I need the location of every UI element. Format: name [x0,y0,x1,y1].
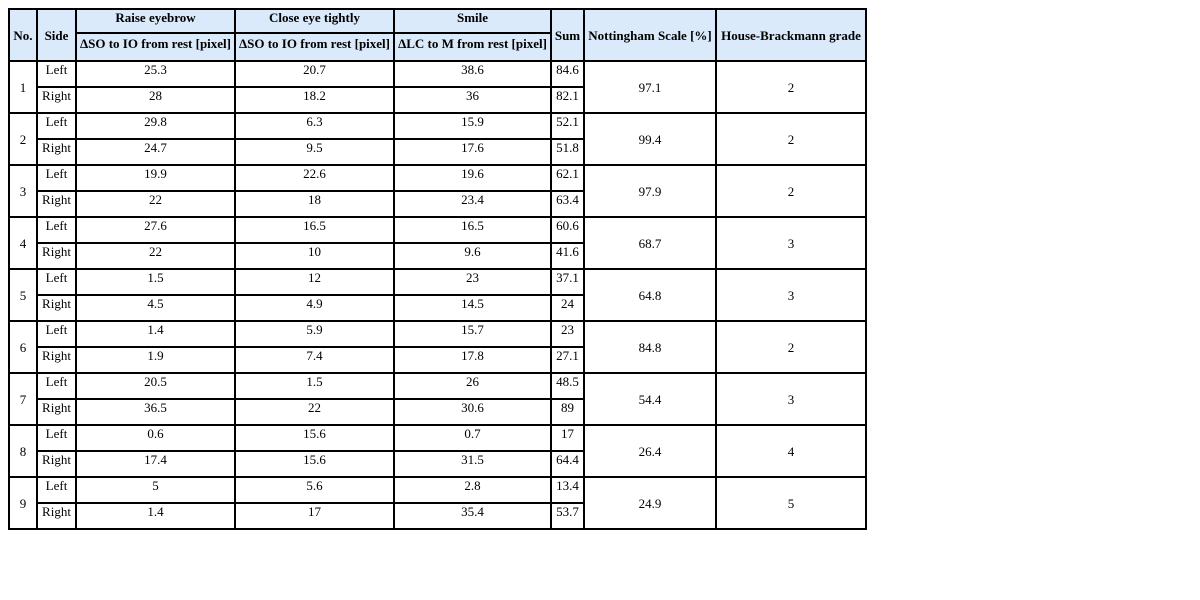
cell-close-eye: 10 [235,243,394,269]
cell-smile: 16.5 [394,217,551,243]
cell-side: Left [37,373,76,399]
cell-smile: 14.5 [394,295,551,321]
cell-close-eye: 20.7 [235,61,394,87]
cell-close-eye: 22.6 [235,165,394,191]
table-container [8,8,867,530]
cell-side: Left [37,113,76,139]
header-no: No. [9,9,37,61]
cell-nottingham: 64.8 [584,269,716,321]
header-side: Side [37,9,76,61]
cell-sum: 52.1 [551,113,584,139]
cell-house-brackmann: 4 [716,425,866,477]
header-close-eye-sub: ΔSO to IO from rest [pixel] [235,33,394,61]
cell-no: 8 [9,425,37,477]
table-header [9,9,866,61]
cell-smile: 38.6 [394,61,551,87]
cell-raise-eyebrow: 19.9 [76,165,235,191]
header-smile: Smile [394,9,551,33]
cell-side: Right [37,451,76,477]
cell-side: Left [37,477,76,503]
cell-raise-eyebrow: 22 [76,243,235,269]
header-row-main [9,9,866,33]
cell-sum: 41.6 [551,243,584,269]
cell-no: 6 [9,321,37,373]
cell-sum: 63.4 [551,191,584,217]
cell-nottingham: 68.7 [584,217,716,269]
cell-close-eye: 22 [235,399,394,425]
cell-sum: 24 [551,295,584,321]
cell-sum: 89 [551,399,584,425]
cell-smile: 35.4 [394,503,551,529]
table-body [9,61,866,529]
cell-side: Left [37,217,76,243]
cell-close-eye: 6.3 [235,113,394,139]
cell-side: Right [37,503,76,529]
cell-close-eye: 18.2 [235,87,394,113]
cell-raise-eyebrow: 0.6 [76,425,235,451]
cell-smile: 23 [394,269,551,295]
cell-nottingham: 54.4 [584,373,716,425]
cell-close-eye: 18 [235,191,394,217]
cell-sum: 17 [551,425,584,451]
cell-raise-eyebrow: 28 [76,87,235,113]
cell-close-eye: 15.6 [235,425,394,451]
cell-no: 1 [9,61,37,113]
cell-sum: 48.5 [551,373,584,399]
cell-close-eye: 16.5 [235,217,394,243]
cell-close-eye: 12 [235,269,394,295]
table-row [9,165,866,191]
cell-no: 5 [9,269,37,321]
header-sum: Sum [551,9,584,61]
header-smile-sub: ΔLC to M from rest [pixel] [394,33,551,61]
table-row [9,269,866,295]
cell-smile: 15.9 [394,113,551,139]
facial-grading-table [8,8,867,530]
table-row [9,61,866,87]
cell-raise-eyebrow: 25.3 [76,61,235,87]
cell-close-eye: 9.5 [235,139,394,165]
cell-close-eye: 4.9 [235,295,394,321]
cell-nottingham: 24.9 [584,477,716,529]
cell-no: 9 [9,477,37,529]
cell-house-brackmann: 2 [716,61,866,113]
cell-smile: 9.6 [394,243,551,269]
cell-house-brackmann: 2 [716,165,866,217]
cell-sum: 64.4 [551,451,584,477]
cell-raise-eyebrow: 1.9 [76,347,235,373]
cell-smile: 36 [394,87,551,113]
cell-raise-eyebrow: 27.6 [76,217,235,243]
cell-smile: 26 [394,373,551,399]
cell-raise-eyebrow: 22 [76,191,235,217]
cell-smile: 17.6 [394,139,551,165]
cell-sum: 13.4 [551,477,584,503]
cell-side: Right [37,191,76,217]
cell-smile: 0.7 [394,425,551,451]
cell-house-brackmann: 3 [716,269,866,321]
cell-no: 2 [9,113,37,165]
header-close-eye: Close eye tightly [235,9,394,33]
table-row [9,217,866,243]
cell-raise-eyebrow: 1.4 [76,503,235,529]
cell-no: 3 [9,165,37,217]
cell-raise-eyebrow: 20.5 [76,373,235,399]
cell-side: Right [37,139,76,165]
cell-close-eye: 17 [235,503,394,529]
cell-smile: 19.6 [394,165,551,191]
header-house-brackmann: House-Brackmann grade [716,9,866,61]
cell-side: Left [37,61,76,87]
cell-side: Left [37,321,76,347]
cell-sum: 23 [551,321,584,347]
table-row [9,425,866,451]
header-raise-eyebrow-sub: ΔSO to IO from rest [pixel] [76,33,235,61]
cell-raise-eyebrow: 17.4 [76,451,235,477]
cell-side: Right [37,243,76,269]
cell-raise-eyebrow: 36.5 [76,399,235,425]
cell-sum: 60.6 [551,217,584,243]
cell-nottingham: 99.4 [584,113,716,165]
cell-sum: 84.6 [551,61,584,87]
cell-close-eye: 5.6 [235,477,394,503]
cell-smile: 15.7 [394,321,551,347]
cell-smile: 31.5 [394,451,551,477]
cell-sum: 53.7 [551,503,584,529]
cell-nottingham: 26.4 [584,425,716,477]
cell-sum: 51.8 [551,139,584,165]
cell-side: Left [37,269,76,295]
table-row [9,477,866,503]
cell-raise-eyebrow: 24.7 [76,139,235,165]
cell-smile: 23.4 [394,191,551,217]
cell-raise-eyebrow: 4.5 [76,295,235,321]
cell-no: 7 [9,373,37,425]
cell-side: Right [37,399,76,425]
cell-smile: 2.8 [394,477,551,503]
cell-raise-eyebrow: 29.8 [76,113,235,139]
cell-house-brackmann: 5 [716,477,866,529]
cell-sum: 82.1 [551,87,584,113]
header-raise-eyebrow: Raise eyebrow [76,9,235,33]
cell-side: Right [37,87,76,113]
cell-nottingham: 97.1 [584,61,716,113]
cell-raise-eyebrow: 1.4 [76,321,235,347]
cell-house-brackmann: 2 [716,321,866,373]
cell-house-brackmann: 3 [716,373,866,425]
cell-sum: 37.1 [551,269,584,295]
cell-nottingham: 97.9 [584,165,716,217]
table-row [9,113,866,139]
cell-sum: 62.1 [551,165,584,191]
cell-raise-eyebrow: 1.5 [76,269,235,295]
table-row [9,321,866,347]
cell-no: 4 [9,217,37,269]
cell-close-eye: 5.9 [235,321,394,347]
cell-nottingham: 84.8 [584,321,716,373]
cell-house-brackmann: 2 [716,113,866,165]
cell-side: Left [37,165,76,191]
cell-side: Right [37,347,76,373]
cell-close-eye: 7.4 [235,347,394,373]
cell-sum: 27.1 [551,347,584,373]
cell-close-eye: 1.5 [235,373,394,399]
cell-side: Right [37,295,76,321]
cell-smile: 17.8 [394,347,551,373]
cell-house-brackmann: 3 [716,217,866,269]
cell-raise-eyebrow: 5 [76,477,235,503]
cell-side: Left [37,425,76,451]
cell-smile: 30.6 [394,399,551,425]
table-row [9,373,866,399]
cell-close-eye: 15.6 [235,451,394,477]
header-nottingham: Nottingham Scale [%] [584,9,716,61]
